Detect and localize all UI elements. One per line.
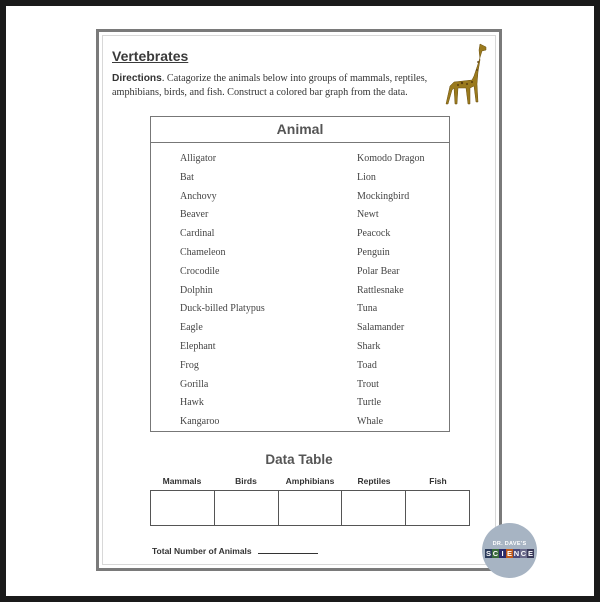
animal-item: Peacock [357, 228, 391, 240]
cell-fish[interactable] [406, 491, 469, 525]
animal-item: Hawk [180, 397, 204, 409]
animal-item: Polar Bear [357, 265, 400, 277]
animal-item: Whale [357, 416, 384, 428]
worksheet-title: Vertebrates [112, 48, 189, 64]
directions-label: Directions [112, 73, 162, 84]
column-header-reptiles: Reptiles [357, 476, 391, 486]
animal-item: Alligator [180, 153, 217, 164]
animal-item: Frog [180, 359, 199, 371]
animal-item: Lion [357, 171, 376, 183]
logo-line1: DR. DAVE'S [492, 541, 527, 547]
cell-birds[interactable] [215, 491, 279, 525]
animal-item: Duck-billed Platypus [180, 303, 265, 315]
worksheet [96, 29, 502, 571]
animal-item: Tuna [357, 303, 378, 315]
animal-item: Chameleon [180, 246, 226, 258]
page-canvas [6, 6, 594, 596]
animal-item: Dolphin [180, 284, 213, 296]
total-animals [152, 545, 318, 556]
animal-item: Toad [357, 359, 377, 371]
cell-amphibians[interactable] [279, 491, 343, 525]
animal-item: Bat [180, 171, 194, 183]
animal-item: Komodo Dragon [357, 153, 425, 164]
cell-reptiles[interactable] [342, 491, 406, 525]
animal-item: Mockingbird [357, 190, 410, 202]
total-answer-line[interactable] [258, 545, 318, 554]
animal-item: Shark [357, 340, 381, 352]
cell-mammals[interactable] [151, 491, 215, 525]
directions-text: . Catagorize the animals below into groups of mammals, reptiles, amphibians, birds, and fish. Construct a colored bar graph from the data. [112, 73, 428, 98]
animal-item: Beaver [180, 209, 209, 221]
animal-item: Kangaroo [180, 416, 220, 428]
animal-item: Crocodile [180, 265, 220, 277]
column-header-mammals: Mammals [162, 476, 202, 486]
animal-item: Gorilla [180, 378, 209, 390]
column-header-fish: Fish [429, 476, 447, 486]
logo-science-blocks: S C I E N C E [485, 549, 533, 558]
animal-item: Anchovy [180, 190, 217, 202]
animal-item: Rattlesnake [357, 284, 404, 296]
data-table-title: Data Table [265, 452, 333, 467]
animal-column-right [357, 153, 425, 435]
animal-list-table [150, 116, 450, 432]
dr-daves-science-logo [482, 523, 537, 578]
animal-item: Newt [357, 209, 379, 221]
column-header-birds: Birds [235, 476, 257, 486]
column-header-amphibians: Amphibians [285, 476, 335, 486]
animal-item: Penguin [357, 246, 390, 258]
data-table [150, 490, 470, 526]
animal-item: Turtle [357, 397, 382, 409]
giraffe-icon [442, 42, 492, 106]
animal-item: Elephant [180, 340, 216, 352]
animal-column-left [180, 153, 265, 435]
data-table-headers [150, 476, 470, 486]
total-label: Total Number of Animals [152, 546, 252, 556]
animal-item: Trout [357, 378, 379, 390]
animal-item: Eagle [180, 322, 203, 334]
animal-item: Salamander [357, 322, 405, 334]
animal-item: Cardinal [180, 228, 215, 240]
directions [112, 72, 432, 99]
animal-table-header: Animal [151, 117, 449, 143]
